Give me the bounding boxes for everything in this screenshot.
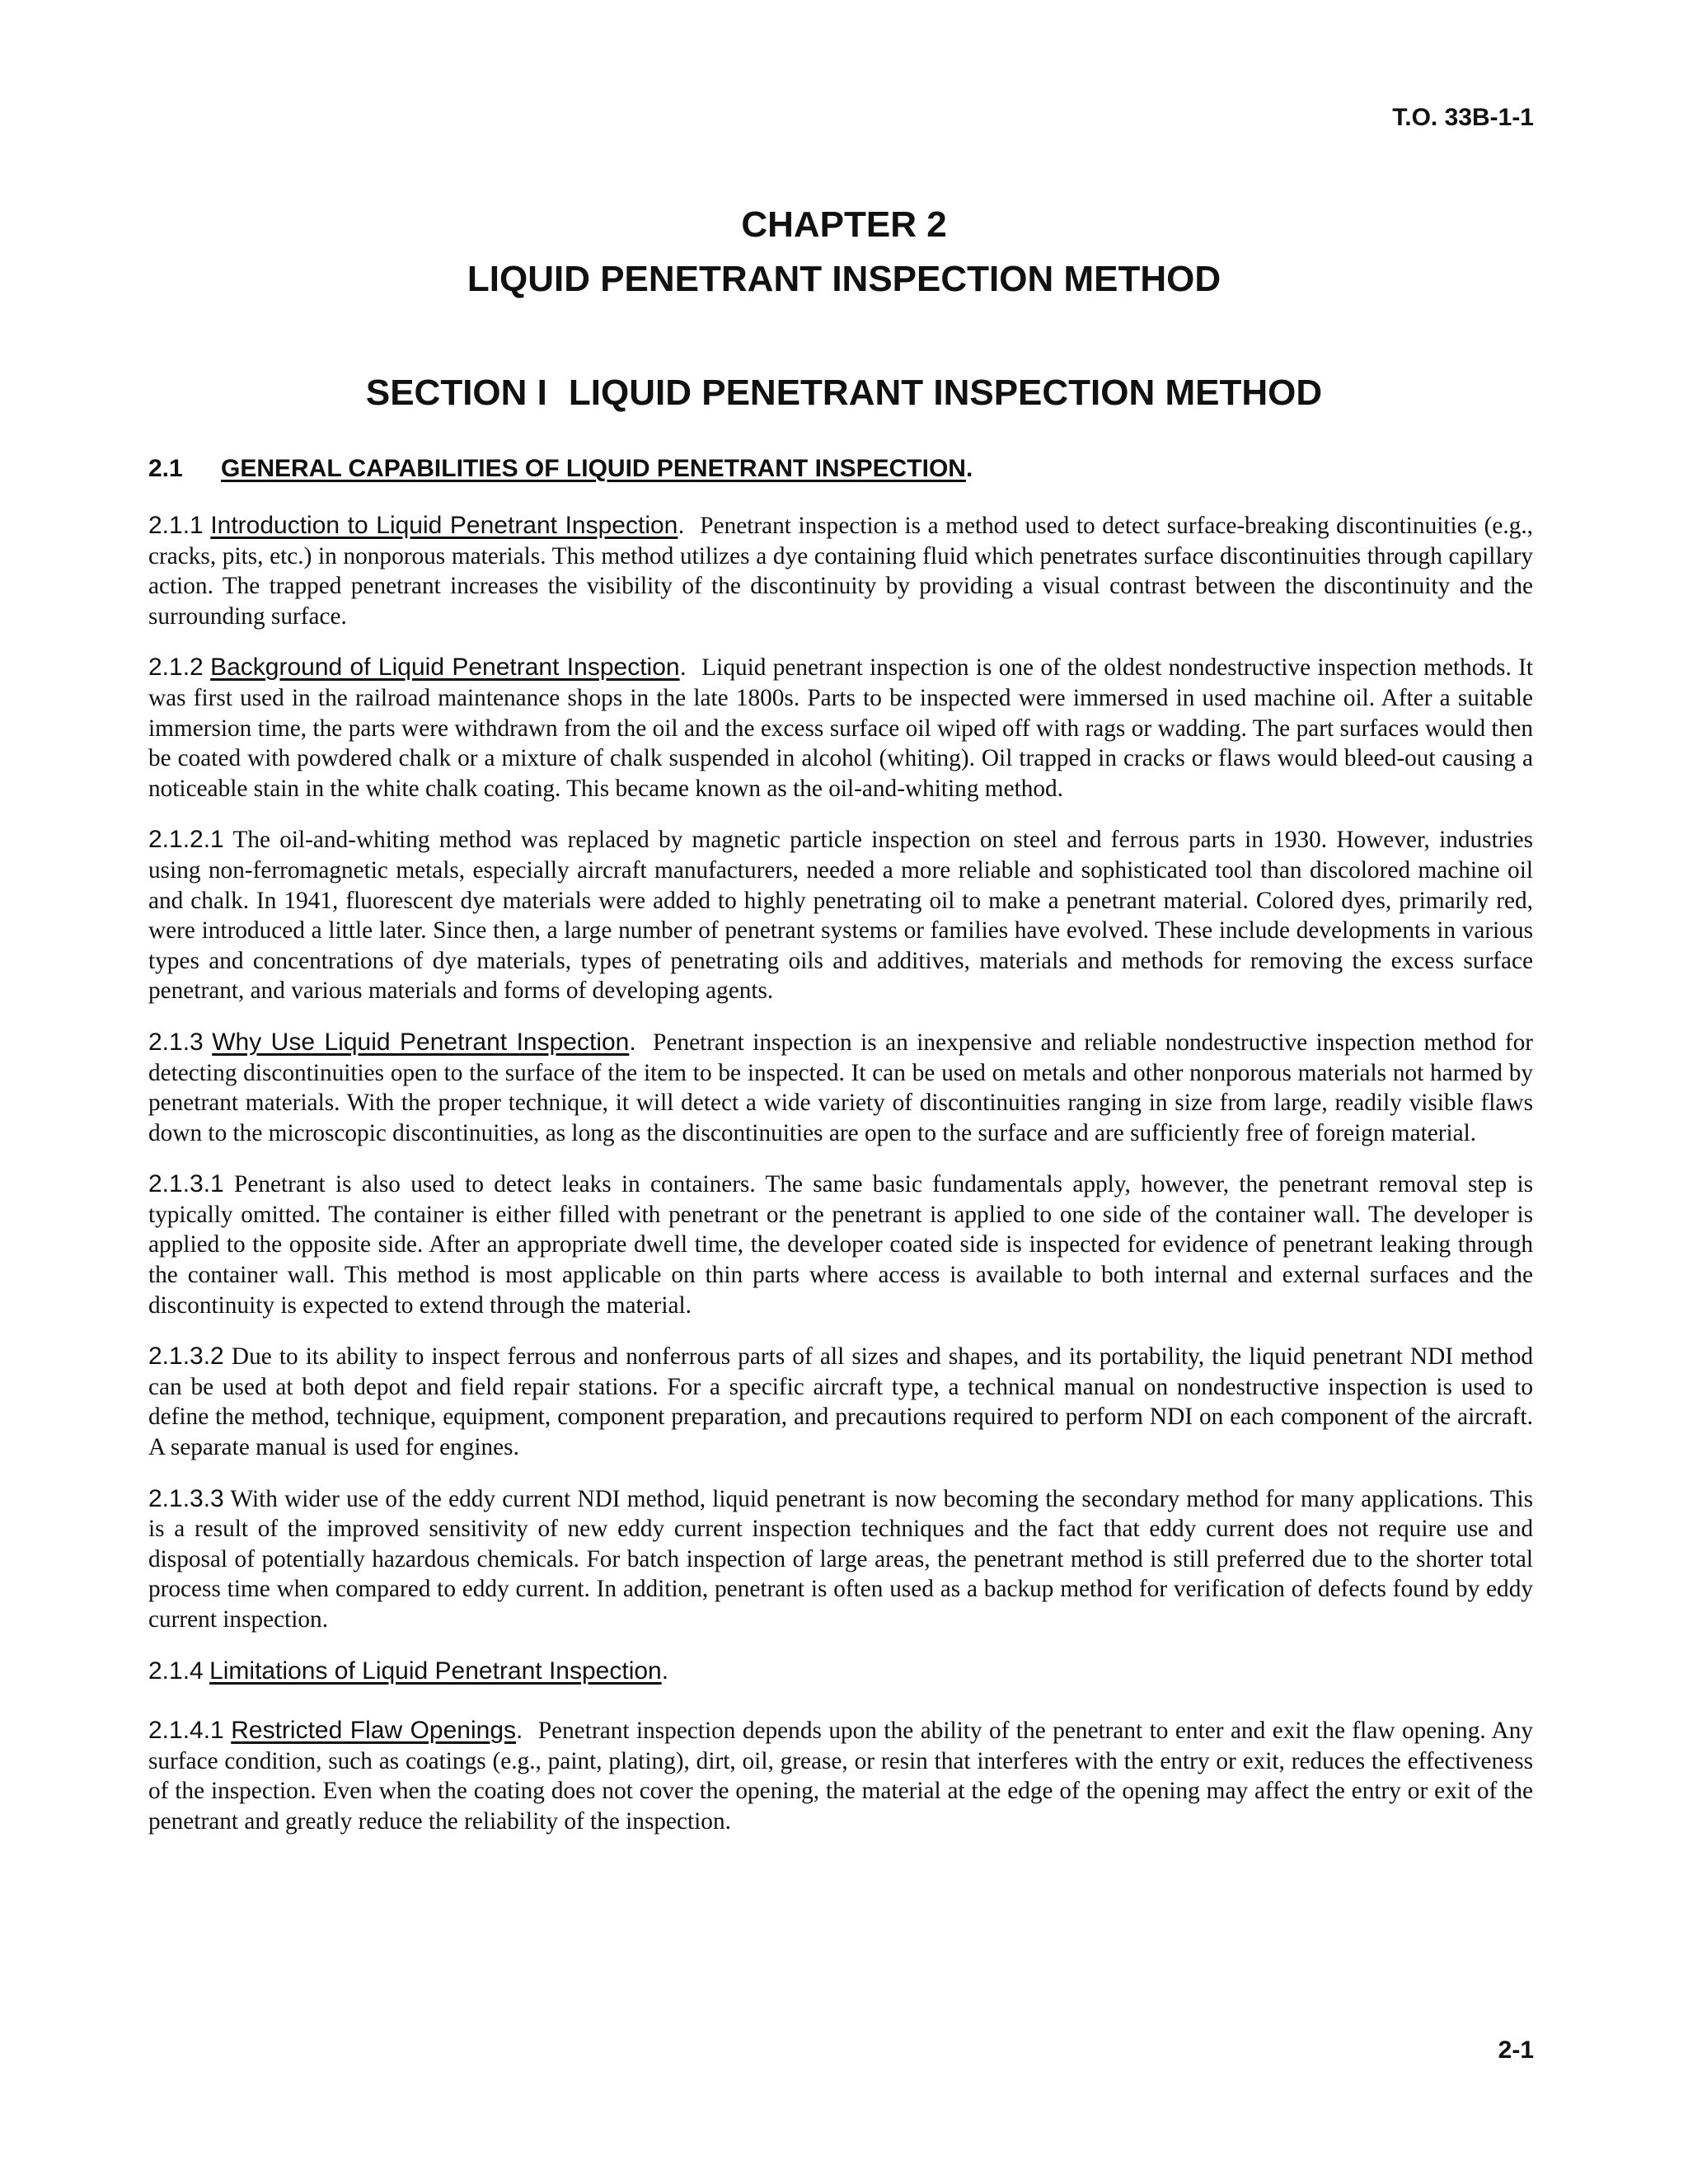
paragraph-number: 2.1.3.2 [148,1343,224,1371]
paragraph-text: Due to its ability to inspect ferrous and nonferrous parts of all sizes and shapes, and its portability, the liquid penetrant NDI method can be used at both depot and field repair stations. For a specific aircraft type, a technical manual on nondestructive inspection is used to define the method, technique, equipment, component preparation, and precautions required to perform NDI on each component of the aircraft. A separate manual is used for engines. [148,1343,1534,1461]
paragraph-number: 2.1.3.1 [148,1170,224,1198]
paragraph-2-1-heading [148,455,1533,483]
paragraph-title-end: . [661,1657,669,1685]
paragraph-number: 2.1.4 [148,1657,204,1685]
paragraph-2-1-4-heading [148,1657,1533,1687]
paragraph-title: Limitations of Liquid Penetrant Inspection [209,1657,662,1685]
paragraph-number: 2.1.1 [148,512,204,539]
paragraph-title: Why Use Liquid Penetrant Inspection [212,1028,630,1056]
paragraph-text: Penetrant is also used to detect leaks in containers. The same basic fundamentals apply, however, the penetrant removal step is typically omitted. The container is either filled with penetrant or the penetrant is applied to one side of the container wall. The developer is applied to the opposite side. After an appropriate dwell time, the developer coated side is inspected for evidence of penetrant leaking through the container wall. This method is most applicable on thin parts where access is available to both internal and external surfaces and the discontinuity is expected to extend through the material. [148,1171,1533,1319]
paragraph-title-end: . [629,1028,636,1056]
paragraph-number: 2.1.3 [148,1028,204,1056]
paragraph-text: With wider use of the eddy current NDI method, liquid penetrant is now becoming the secondary method for many applications. This is a result of the improved sensitivity of new eddy current inspection techniques and the fact that eddy current does not require use and disposal of potentially hazardous chemicals. For batch inspection of large areas, the penetrant method is still preferred due to the shorter total process time when compared to eddy current. In addition, penetrant is often used as a backup method for verification of defects found by eddy current inspection. [148,1485,1533,1633]
paragraph-2-1-4-1 [148,1716,1533,1836]
document-number: T.O. 33B-1-1 [1392,104,1534,131]
paragraph-2-1-3-1 [148,1169,1533,1320]
paragraph-title-end: . [516,1717,523,1745]
paragraph-text: Penetrant inspection depends upon the ability of the penetrant to enter and exit the flaw opening. Any surface condition, such as coatings (e.g., paint, plating), dirt, oil, grease, or resin that interferes with the entry or exit, reduces the effectiveness of the inspection. Even when the coating does not cover the opening, the material at the edge of the opening may affect the entry or exit of the penetrant and greatly reduce the reliability of the inspection. [148,1718,1533,1835]
page-number: 2-1 [1498,2036,1534,2064]
paragraph-title-end: . [679,654,687,682]
section-heading [0,373,1688,414]
paragraph-number: 2.1.2.1 [148,826,224,854]
section-title: LIQUID PENETRANT INSPECTION METHOD [568,373,1323,413]
chapter-label: CHAPTER 2 [741,204,947,245]
chapter-title: LIQUID PENETRANT INSPECTION METHOD [467,259,1221,299]
paragraph-text: Liquid penetrant inspection is one of the oldest nondestructive inspection methods. It was first used in the railroad maintenance shops in the late 1800s. Parts to be inspected were immersed in used machine oil. After a suitable immersion time, the parts were withdrawn from the oil and the excess surface oil wiped off with rags or wadding. The part surfaces would then be coated with powdered chalk or a mixture of chalk suspended in alcohol (whiting). Oil trapped in cracks or flaws would bleed-out causing a noticeable stain in the white chalk coating. This became known as the oil-and-whiting method. [148,654,1534,802]
paragraph-title: Restricted Flaw Openings [231,1717,517,1745]
paragraph-number: 2.1.4.1 [148,1717,224,1745]
body-content [148,455,1533,1858]
paragraph-2-1-2 [148,653,1533,804]
paragraph-2-1-1 [148,511,1533,631]
paragraph-title-end: . [965,455,973,482]
paragraph-number: 2.1.3.3 [148,1484,224,1512]
paragraph-2-1-3 [148,1028,1533,1148]
paragraph-text: Penetrant inspection is an inexpensive and reliable nondestructive inspection method for detecting discontinuities open to the surface of the item to be inspected. It can be used on metals and other nonporous materials not harmed by penetrant materials. With the proper technique, it will detect a wide variety of discontinuities ranging in size from large, readily visible flaws down to the microscopic discontinuities, as long as the discontinuities are open to the surface and are sufficiently free of foreign material. [148,1029,1534,1146]
paragraph-title: Background of Liquid Penetrant Inspection [210,654,680,682]
paragraph-title: Introduction to Liquid Penetrant Inspection [210,512,678,539]
paragraph-text: The oil-and-whiting method was replaced by magnetic particle inspection on steel and ferrous parts in 1930. However, industries using non-ferromagnetic metals, especially aircraft manufacturers, needed a more reliable and sophisticated tool than discolored machine oil and chalk. In 1941, fluorescent dye materials were added to highly penetrating oil to make a penetrant material. Colored dyes, primarily red, were introduced a little later. Since then, a large number of penetrant systems or families have evolved. These include developments in various types and concentrations of dye materials, types of penetrating oils and additives, materials and methods for removing the excess surface penetrant, and various materials and forms of developing agents. [148,827,1534,1005]
paragraph-number: 2.1 [148,455,183,482]
chapter-heading [0,198,1688,307]
paragraph-number: 2.1.2 [148,654,204,682]
paragraph-2-1-3-3 [148,1484,1533,1635]
paragraph-2-1-3-2 [148,1342,1533,1462]
paragraph-title-end: . [678,512,685,539]
paragraph-2-1-2-1 [148,825,1533,1006]
paragraph-title: GENERAL CAPABILITIES OF LIQUID PENETRANT INSPECTION [221,455,966,482]
section-number: SECTION I [365,373,547,413]
paragraph-text: Penetrant inspection is a method used to detect surface-breaking discontinuities (e.g., cracks, pits, etc.) in nonporous materials. This method utilizes a dye containing fluid which penetrates surface discontinuities through capillary action. The trapped penetrant increases the visibility of the discontinuity by providing a visual contrast between the discontinuity and the surrounding surface. [148,513,1534,630]
